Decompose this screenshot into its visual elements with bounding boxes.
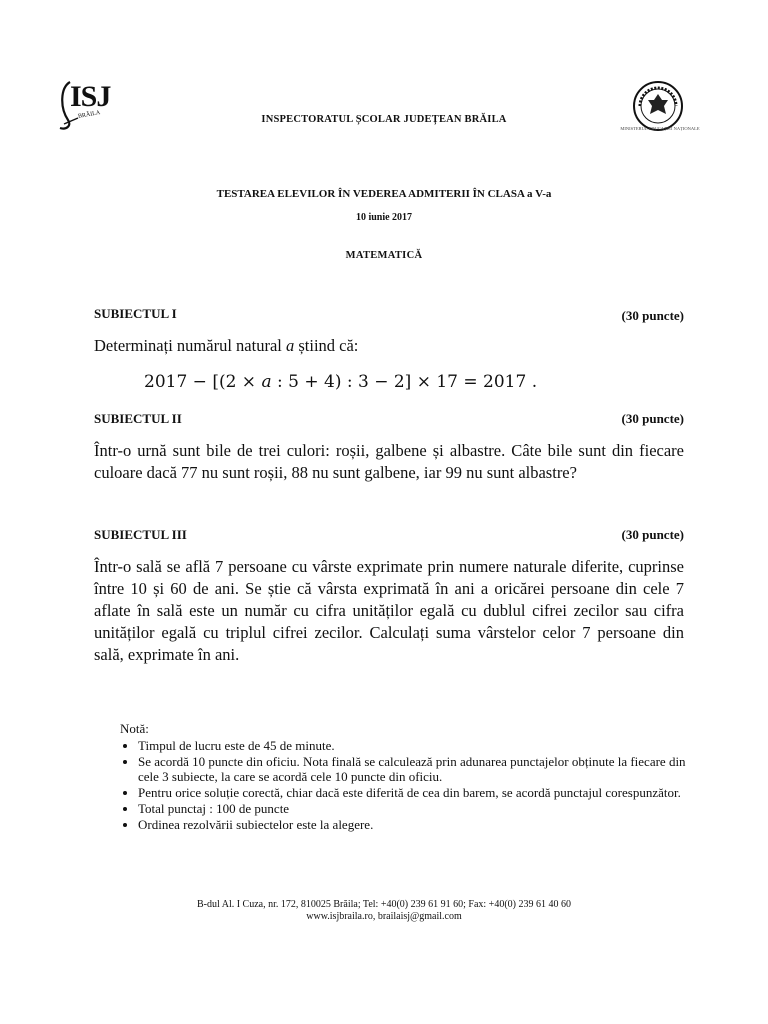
footer-address: B-dul Al. I Cuza, nr. 172, 810025 Brăila; Tel: +40(0) 239 61 91 60; Fax: +40(0) 239 61 40 60 <box>197 899 571 910</box>
institution-name: INSPECTORATUL ȘCOLAR JUDEȚEAN BRĂILA <box>261 114 507 125</box>
section-1-text: Determinați numărul natural a știind că: <box>94 336 359 355</box>
notes-title: Notă: <box>120 721 149 736</box>
section-2-points: (30 puncte) <box>621 411 684 426</box>
note-item: • Pentru orice soluție corectă, chiar dacă este diferită de cea din barem, se acordă punctajul corespunzător. <box>138 785 700 800</box>
section-3-title: SUBIECTUL III <box>94 527 187 542</box>
section-3-points: (30 puncte) <box>621 527 684 542</box>
section-1-heading <box>94 306 684 322</box>
section-2-title: SUBIECTUL II <box>94 411 182 426</box>
formula-variable: a <box>261 372 272 392</box>
variable-a: a <box>285 336 295 355</box>
section-2-heading <box>94 411 684 427</box>
exam-title: TESTAREA ELEVILOR ÎN VEDEREA ADMITERII ÎN CLASA a V-a <box>216 188 552 200</box>
logo-subtext: BRĂILA <box>77 110 101 120</box>
notes-list <box>120 738 700 832</box>
exam-subject: MATEMATICĂ <box>345 250 423 261</box>
isj-logo <box>56 78 128 134</box>
government-seal <box>632 80 684 132</box>
note-item: • Total punctaj : 100 de puncte <box>138 801 700 816</box>
section-3-text: Într-o sală se află 7 persoane cu vârste exprimate prin numere naturale diferite, cuprinse între 10 și 60 de ani. Se știe că vârsta exprimată în ani a oricărei persoane din cele 7 aflate în sală este un număr cu cifra unităților egală cu dublul cifrei zecilor sau cifra unităților egală cu triplul cifrei zecilor. Calculați suma vârstelor celor 7 persoane din sală, exprimate în ani. <box>94 557 684 664</box>
logo-text: ISJ <box>70 80 111 113</box>
note-item: • Ordinea rezolvării subiectelor este la alegere. <box>138 817 700 832</box>
footer-contact: www.isjbraila.ro, brailaisj@gmail.com <box>306 911 462 922</box>
section-2-text: Într-o urnă sunt bile de trei culori: roșii, galbene și albastre. Câte bile sunt din fiecare culoare dacă 77 nu sunt roșii, 88 nu sunt galbene, iar 99 nu sunt albastre? <box>94 441 684 482</box>
section-1-title: SUBIECTUL I <box>94 306 177 321</box>
note-item: • Se acordă 10 puncte din oficiu. Nota finală se calculează prin adunarea punctajelor obținute la fiecare din cele 3 subiecte, la care se acordă cele 10 puncte din oficiu. <box>138 754 700 784</box>
section-3-heading <box>94 527 684 543</box>
section-1-points: (30 puncte) <box>621 308 684 323</box>
footer <box>0 899 768 923</box>
seal-caption: MINISTERUL EDUCAȚIEI NAȚIONALE <box>620 126 700 131</box>
notes-block <box>120 721 700 833</box>
exam-date: 10 iunie 2017 <box>355 212 413 223</box>
section-1-formula: 2017 − [(2 × a : 5 + 4) : 3 − 2] × 17 = 2017 . <box>144 372 538 392</box>
seal-icon <box>632 80 684 132</box>
note-item: • Timpul de lucru este de 45 de minute. <box>138 738 700 753</box>
